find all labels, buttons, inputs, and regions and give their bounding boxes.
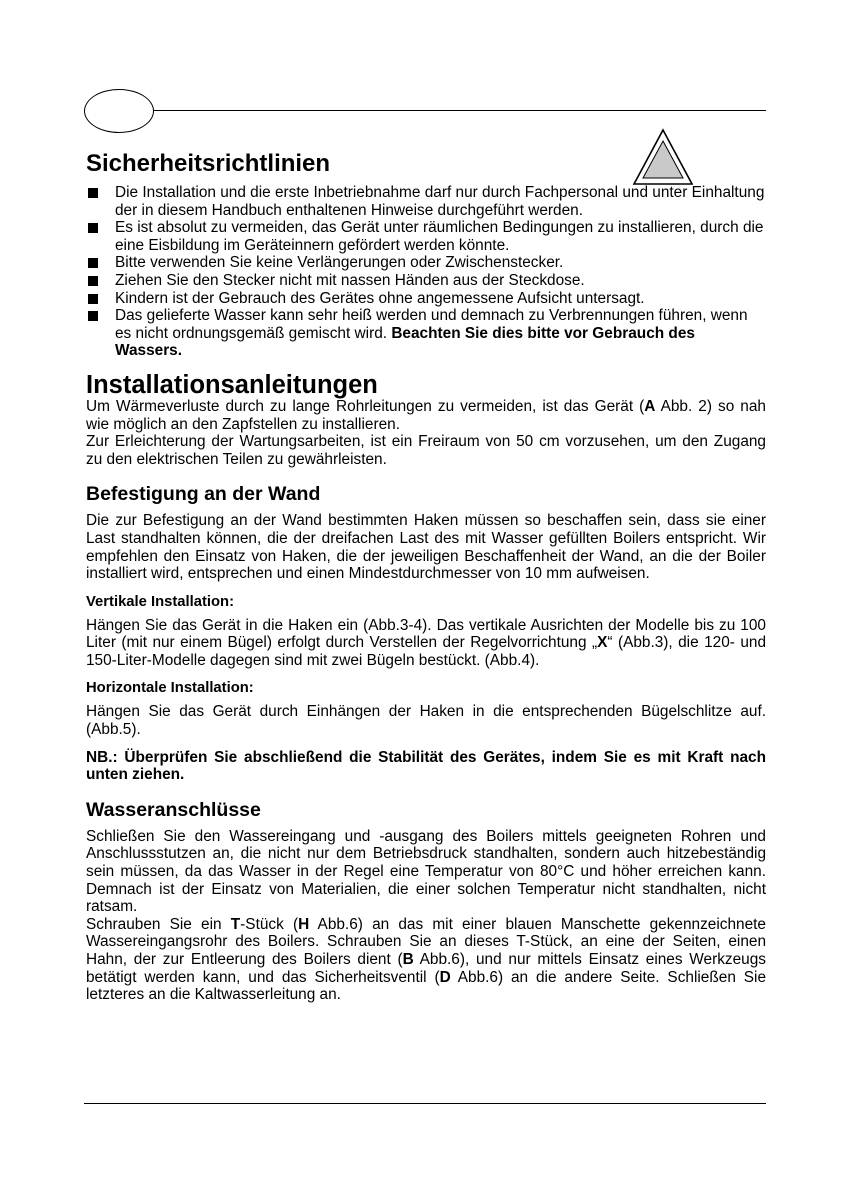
safety-title: Sicherheitsrichtlinien [86,150,331,177]
safety-list [86,184,766,360]
safety-item: Kindern ist der Gebrauch des Gerätes ohne angemessene Aufsicht untersagt. [86,290,766,308]
bullet-square-icon [88,311,98,321]
horizontal-installation-title: Horizontale Installation: [86,680,254,697]
nb-note: NB.: Überprüfen Sie abschließend die Stabilität des Gerätes, indem Sie es mit Kraft nach unten ziehen. [86,748,766,784]
safety-warning-bold: Beachten Sie dies bitte vor Gebrauch des Wassers. [115,324,695,360]
water-paragraph: Schließen Sie den Wassereingang und -ausgang des Boilers mittels geeigneten Rohren und Anschlussstutzen an, die nicht nur dem Betriebsdruck standhalten, sondern auch hitzebeständig sein müssen, da das Wasser in der Regel eine Temperatur von 80°C und höher erreichen kann. Demnach ist der Einsatz von Materialien, die einer solchen Temperatur nicht standhalten, nicht ratsam. [86,827,766,916]
header-rule [153,110,766,111]
horizontal-installation-text: Hängen Sie das Gerät durch Einhängen der Haken in die entsprechenden Bügelschlitze auf. (Abb.5). [86,703,766,739]
safety-item: Bitte verwenden Sie keine Verlängerungen oder Zwischenstecker. [86,254,766,272]
footer-rule [84,1103,766,1104]
bullet-square-icon [88,276,98,286]
water-title: Wasseranschlüsse [86,798,261,821]
bullet-square-icon [88,188,98,198]
bullet-square-icon [88,223,98,233]
wall-paragraph: Die zur Befestigung an der Wand bestimmten Haken müssen so beschaffen sein, dass sie einer Last standhalten können, die der dreifachen Last des mit Wasser gefüllten Boilers entspricht. Wir empfehlen den Einsatz von Haken, die der jeweiligen Beschaffenheit der Wand, an die der Boiler installiert wird, entsprechen und einen Mindestdurchmesser von 10 mm aufweisen. [86,512,766,583]
vertical-installation-title: Vertikale Installation: [86,593,235,610]
bullet-square-icon [88,294,98,304]
safety-item: Die Installation und die erste Inbetriebnahme darf nur durch Fachpersonal und unter Einhaltung der in diesem Handbuch enthaltenen Hinweise durchgeführt werden. [86,184,766,219]
safety-item: Das gelieferte Wasser kann sehr heiß werden und demnach zu Verbrennungen führen, wenn es nicht ordnungsgemäß gemischt wird. Beachten Sie dies bitte vor Gebrauch des Wassers. [86,307,766,360]
header-oval [84,89,154,133]
safety-item: Es ist absolut zu vermeiden, das Gerät unter räumlichen Bedingungen zu installieren, durch die eine Eisbildung im Geräteinnern gefördert werden könnte. [86,219,766,254]
installation-title: Installationsanleitungen [86,370,378,399]
installation-paragraph: Zur Erleichterung der Wartungsarbeiten, ist ein Freiraum von 50 cm vorzusehen, um den Zugang zu den elektrischen Teilen zu gewährleisten. [86,433,766,468]
wall-title: Befestigung an der Wand [86,483,321,506]
vertical-installation-text: Hängen Sie das Gerät in die Haken ein (Abb.3-4). Das vertikale Ausrichten der Modelle bis zu 100 Liter (mit nur einem Bügel) erfolgt durch Verstellen der Regelvorrichtung „X“ (Abb.3), die 120- und 150-Liter-Modelle dagegen sind mit zwei Bügeln bestückt. (Abb.4). [86,616,767,669]
water-paragraph: Schrauben Sie ein T-Stück (H Abb.6) an das mit einer blauen Manschette gekennzeichnete Wassereingangsrohr des Boilers. Schrauben Sie an dieses T-Stück, an eine der Seiten, einen Hahn, der zur Entleerung des Boilers dient (B Abb.6), und nur mittels Einsatz eines Werkzeugs betätigt werden kann, und das Sicherheitsventil (D Abb.6) an die andere Seite. Schließen Sie letzteres an die Kaltwasserleitung an. [86,915,766,1004]
bullet-square-icon [88,258,98,268]
installation-paragraph: Um Wärmeverluste durch zu lange Rohrleitungen zu vermeiden, ist das Gerät (A Abb. 2) so nah wie möglich an den Zapfstellen zu installieren. [86,397,766,433]
page-content [86,150,766,1004]
safety-item: Ziehen Sie den Stecker nicht mit nassen Händen aus der Steckdose. [86,272,766,290]
